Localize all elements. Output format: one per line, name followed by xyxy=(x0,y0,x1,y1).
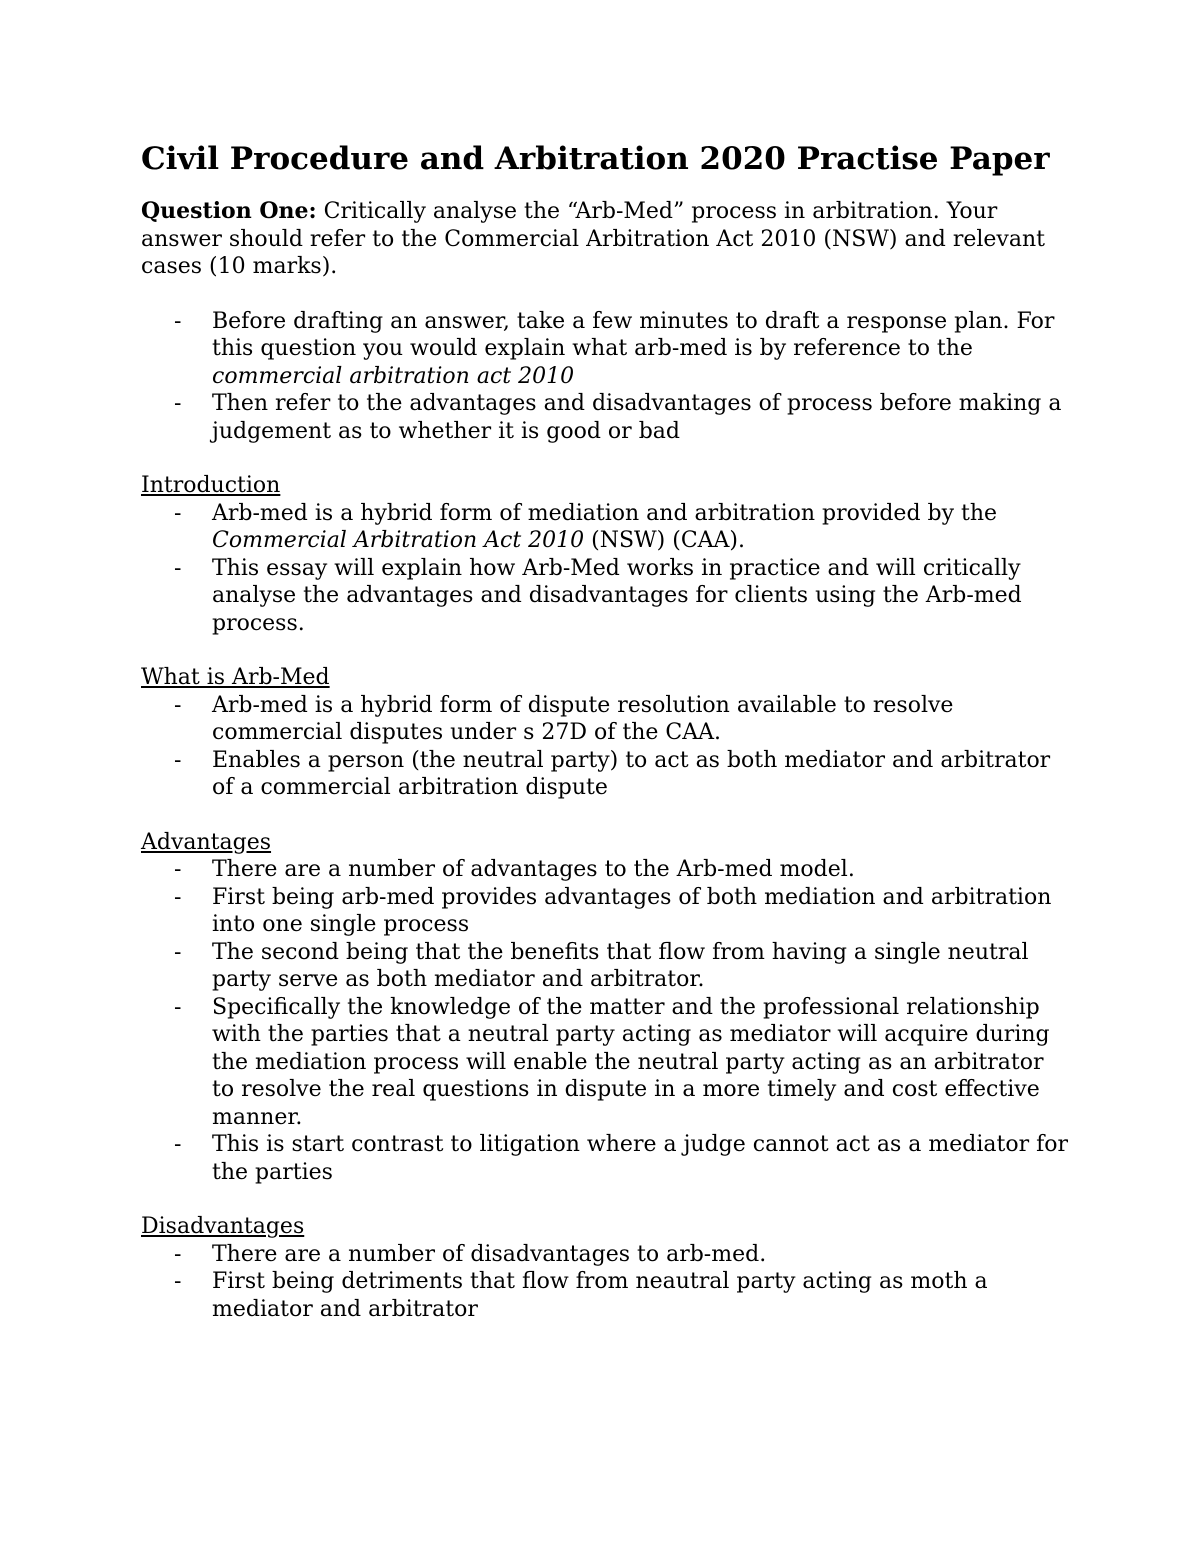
bullet-dash: - xyxy=(174,1132,182,1157)
bullet-dash: - xyxy=(174,994,182,1020)
list-item: - Arb-med is a hybrid form of mediation and arbitration provided by the Commercial Arbitration Act 2010 (NSW) (CAA). xyxy=(174,500,998,553)
bullet-dash: - xyxy=(174,747,182,773)
bullet-dash: - xyxy=(174,939,182,965)
section-advantages xyxy=(141,829,1071,1187)
list-item: - Specifically the knowledge of the matter and the professional relationship with the parties that a neutral party acting as mediator will acquire during the mediation process will enable the neutral party acting as an arbitrator to resolve the real questions in dispute in a more timely and cost effective manner. xyxy=(174,994,1050,1130)
advantages-list xyxy=(141,856,1071,1186)
list-item: - First being arb-med provides advantages of both mediation and arbitration into one single process xyxy=(174,884,1052,937)
section-heading: Advantages xyxy=(141,829,272,855)
list-item: - Before drafting an answer, take a few minutes to draft a response plan. For this question you would explain what arb-med is by reference to the commercial arbitration act 2010 xyxy=(174,308,1055,389)
question-label: Question One: xyxy=(141,198,317,224)
bullet-dash: - xyxy=(174,391,182,416)
section-heading: Disadvantages xyxy=(141,1214,305,1239)
section-heading: Introduction xyxy=(141,473,281,498)
list-item: - There are a number of advantages to the Arb-med model. xyxy=(174,857,855,882)
list-item: - First being detriments that flow from neautral party acting as moth a mediator and arbitrator xyxy=(174,1269,988,1322)
bullet-dash: - xyxy=(174,500,182,526)
introduction-list xyxy=(141,500,1071,638)
section-heading: What is Arb-Med xyxy=(141,665,330,690)
response-plan-list xyxy=(141,308,1071,446)
list-item: - Arb-med is a hybrid form of dispute resolution available to resolve commercial disputes under s 27D of the CAA. xyxy=(174,692,954,745)
bullet-dash: - xyxy=(174,308,182,334)
act-name-italic: Commercial Arbitration Act 2010 xyxy=(212,528,585,553)
list-item: - Enables a person (the neutral party) to act as both mediator and arbitrator of a commercial arbitration dispute xyxy=(174,747,1051,800)
question-text: Critically analyse the “Arb-Med” process in arbitration. Your answer should refer to the Commercial Arbitration Act 2010 (NSW) and relevant cases (10 marks). xyxy=(141,199,1045,279)
what-is-list xyxy=(141,692,1071,802)
act-name-italic: commercial arbitration act 2010 xyxy=(212,363,575,389)
bullet-dash: - xyxy=(174,692,182,718)
bullet-dash: - xyxy=(174,555,182,581)
list-item: - There are a number of disadvantages to arb-med. xyxy=(174,1241,767,1267)
bullet-dash: - xyxy=(174,857,182,882)
bullet-dash: - xyxy=(174,1241,182,1267)
list-item: - The second being that the benefits that flow from having a single neutral party serve as both mediator and arbitrator. xyxy=(174,939,1029,992)
list-item: - Then refer to the advantages and disadvantages of process before making a judgement as to whether it is good or bad xyxy=(174,391,1062,444)
section-what-is-arb-med xyxy=(141,664,1071,802)
question-paragraph xyxy=(141,198,1071,281)
list-item: - This essay will explain how Arb-Med works in practice and will critically analyse the advantages and disadvantages for clients using the Arb-med process. xyxy=(174,555,1022,636)
document-page xyxy=(141,140,1071,1350)
section-disadvantages xyxy=(141,1213,1071,1323)
bullet-dash: - xyxy=(174,1269,182,1294)
disadvantages-list xyxy=(141,1241,1071,1324)
document-title: Civil Procedure and Arbitration 2020 Practise Paper xyxy=(141,141,1050,177)
list-item: - This is start contrast to litigation where a judge cannot act as a mediator for the parties xyxy=(174,1132,1069,1185)
bullet-dash: - xyxy=(174,884,182,910)
section-introduction xyxy=(141,472,1071,637)
